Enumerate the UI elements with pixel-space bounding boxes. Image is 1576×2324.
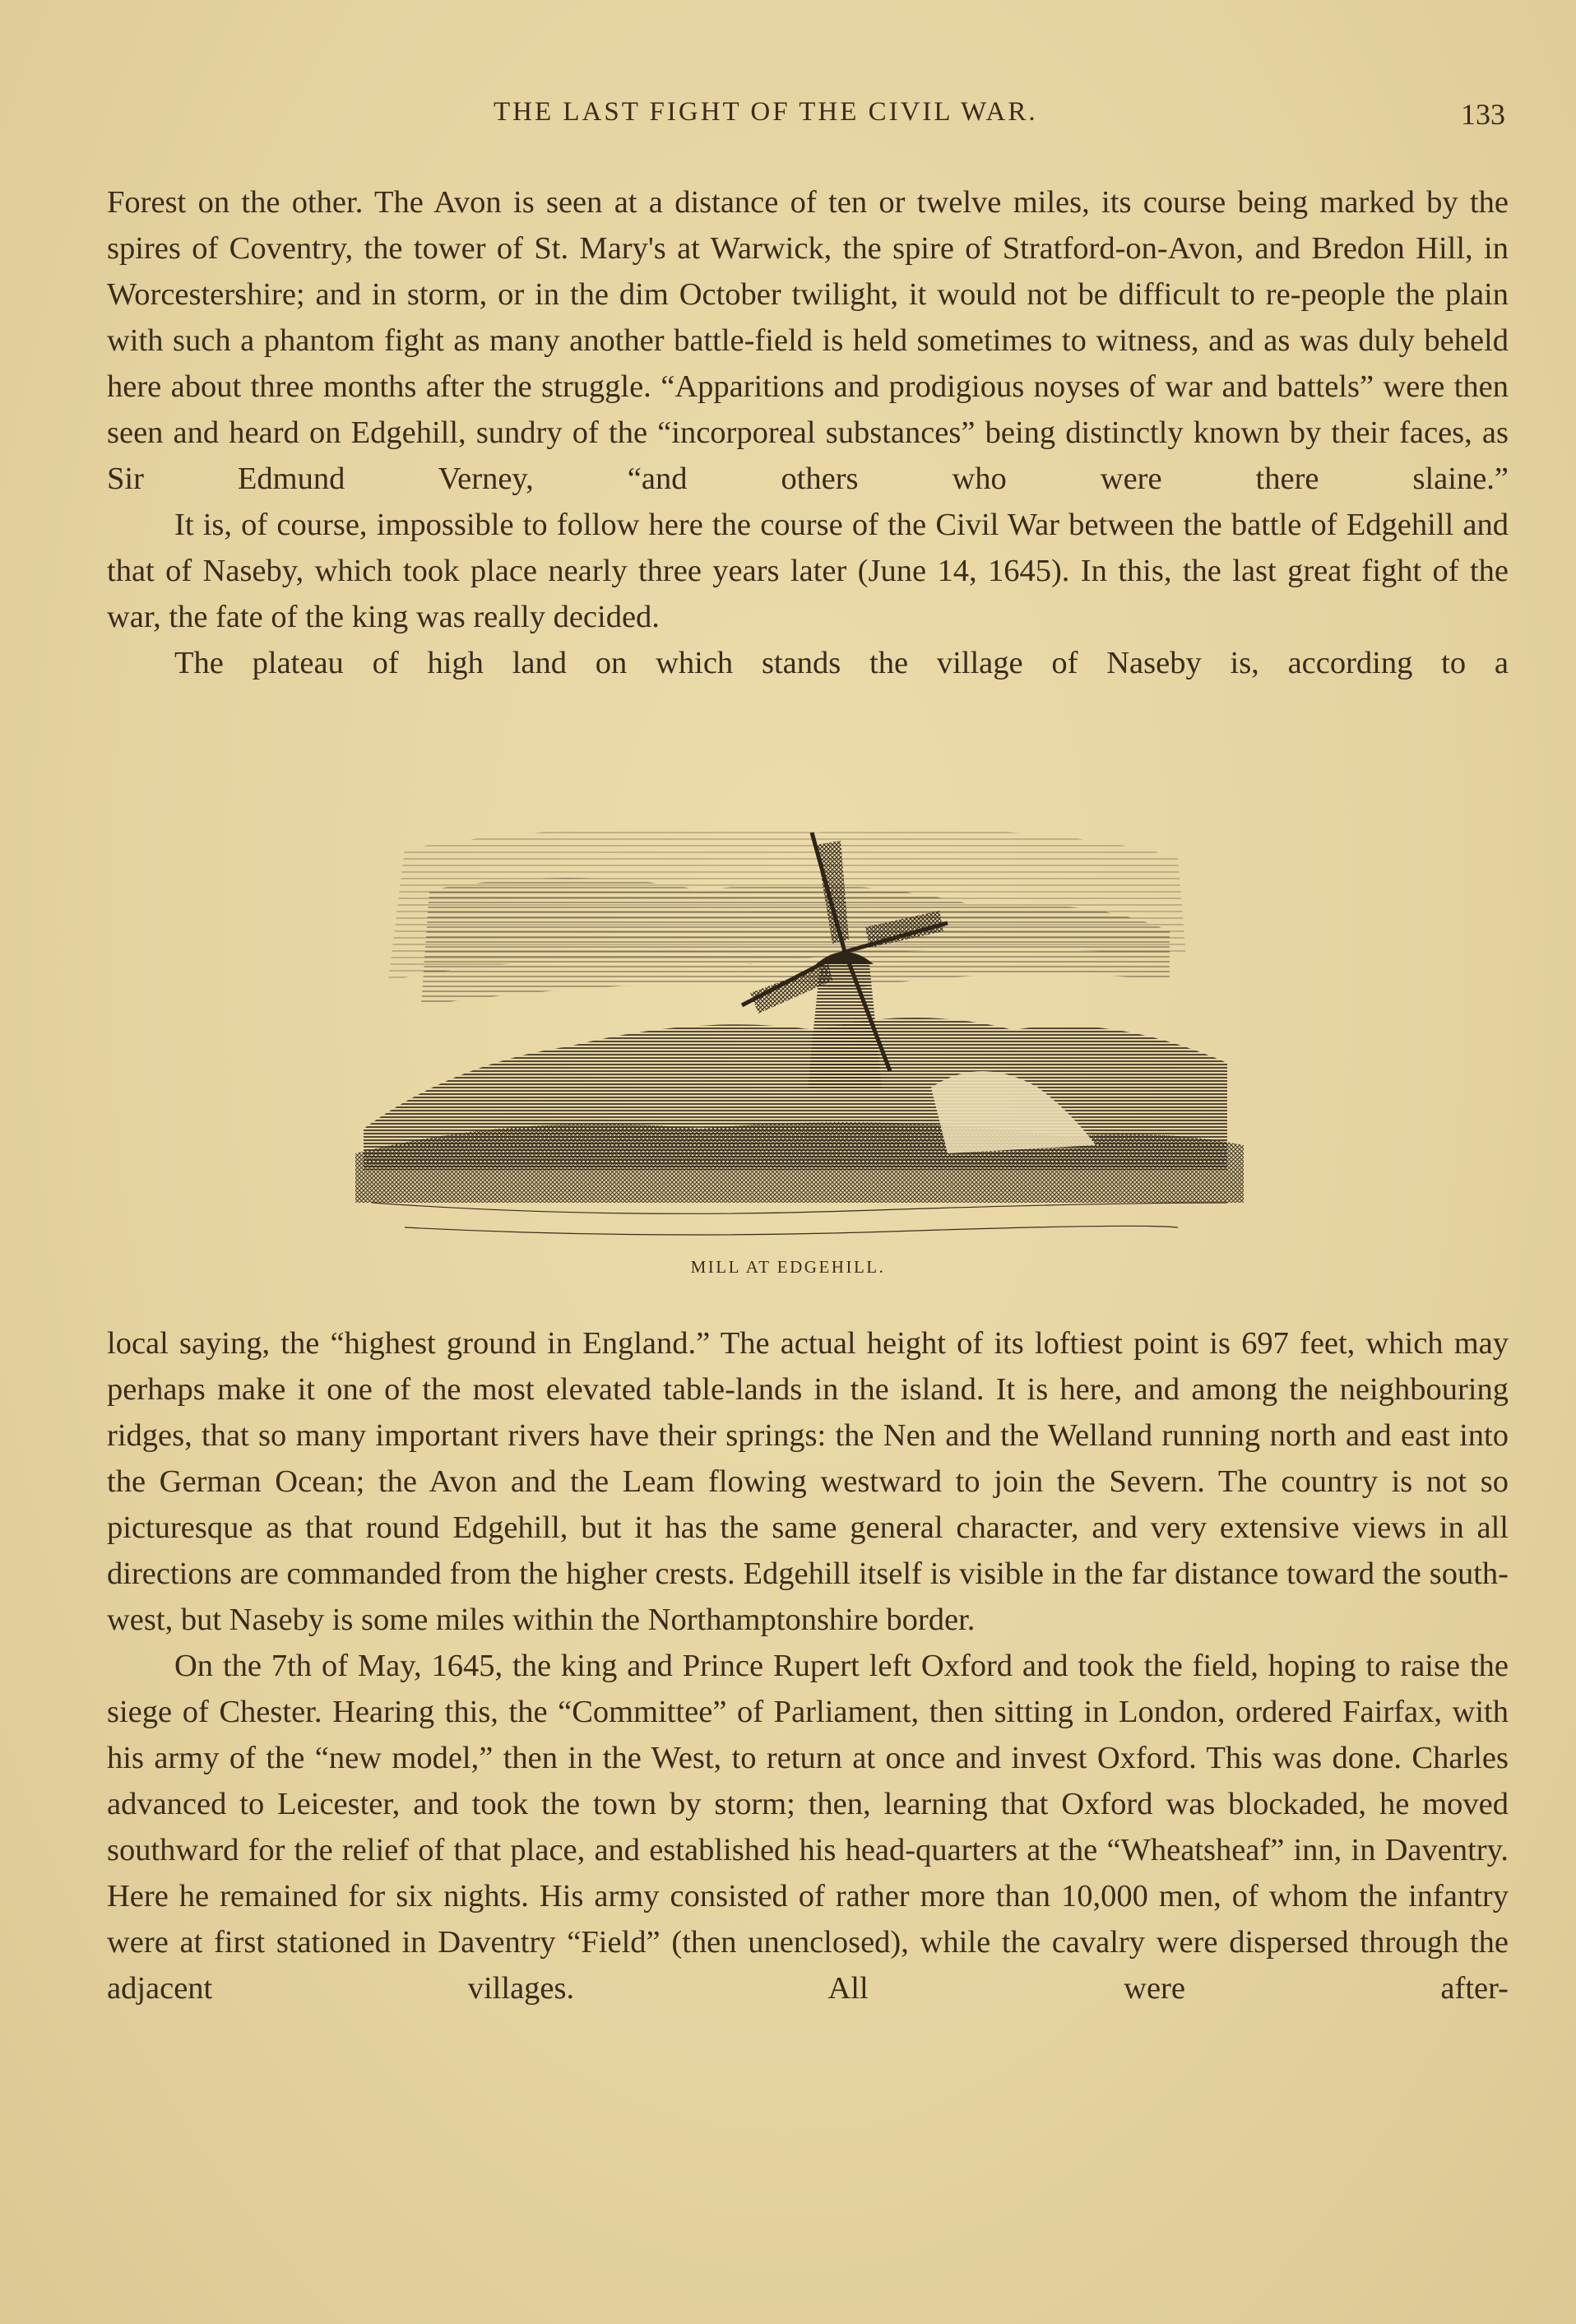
page-number: 133 <box>1461 98 1505 131</box>
text-block-top <box>107 179 1509 686</box>
running-head: THE LAST FIGHT OF THE CIVIL WAR. <box>494 97 1038 127</box>
text-block-bottom <box>107 1320 1509 2011</box>
paragraph-plateau-start: The plateau of high land on which stands the village of Naseby is, according to a <box>174 646 1509 680</box>
paragraph-may-1645: On the 7th of May, 1645, the king and Prince Rupert left Oxford and took the field, hoping to raise the siege of Chester. Hearing this, the “Committee” of Parliament, then sitting in London, ordered Fairfax, with his army of the “new model,” then in the West, to return at once and invest Oxford. This was done. Charles advanced to Leicester, and took the town by storm; then, learning that Oxford was blockaded, he moved southward for the relief of that place, and established his head-quarters at the “Wheatsheaf” inn, in Daventry. Here he remained for six nights. His army consisted of rather more than 10,000 men, of whom the infantry were at first stationed in Daventry “Field” (then unenclosed), while the cavalry were dispersed through the adjacent villages. All were after- <box>107 1649 1509 2006</box>
foreground-lines <box>372 1203 1227 1235</box>
sky-shading <box>388 827 1186 1005</box>
hills <box>355 1018 1244 1203</box>
paragraph-forest: Forest on the other. The Avon is seen at a distance of ten or twelve miles, its course being marked by the spires of Coventry, the tower of St. Mary's at Warwick, the spire of Stratford-on-Avon, and Bredon Hill, in Worcestershire; and in storm, or in the dim October twilight, it would not be difficult to re-people the plain with such a phantom fight as many another battle-field is held sometimes to witness, and as was duly beheld here about three months after the struggle. “Apparitions and prodigious noyses of war and battels” were then seen and heard on Edgehill, sundry of the “incorporeal substances” being distinctly known by their faces, as Sir Edmund Verney, “and others who were there slaine.” <box>107 185 1509 496</box>
page-header <box>107 97 1505 138</box>
paragraph-civil-war: It is, of course, impossible to follow here the course of the Civil War between the battle of Edgehill and that of Naseby, which took place nearly three years later (June 14, 1645). In this, the last great fight of the war, the fate of the king was really decided. <box>107 508 1509 634</box>
mill-engraving <box>355 816 1244 1244</box>
figure-caption: MILL AT EDGEHILL. <box>690 1257 886 1277</box>
paragraph-naseby: local saying, the “highest ground in England.” The actual height of its loftiest point is 697 feet, which may perhaps make it one of the most elevated table-lands in the island. It is here, and among the neighbouring ridges, that so many important rivers have their springs: the Nen and the Welland running north and east into the German Ocean; the Avon and the Leam flowing westward to join the Severn. The country is not so picturesque as that round Edgehill, but it has the same general character, and very extensive views in all directions are commanded from the higher crests. Edgehill itself is visible in the far distance toward the south-west, but Naseby is some miles within the Northamptonshire border. <box>107 1326 1509 1637</box>
